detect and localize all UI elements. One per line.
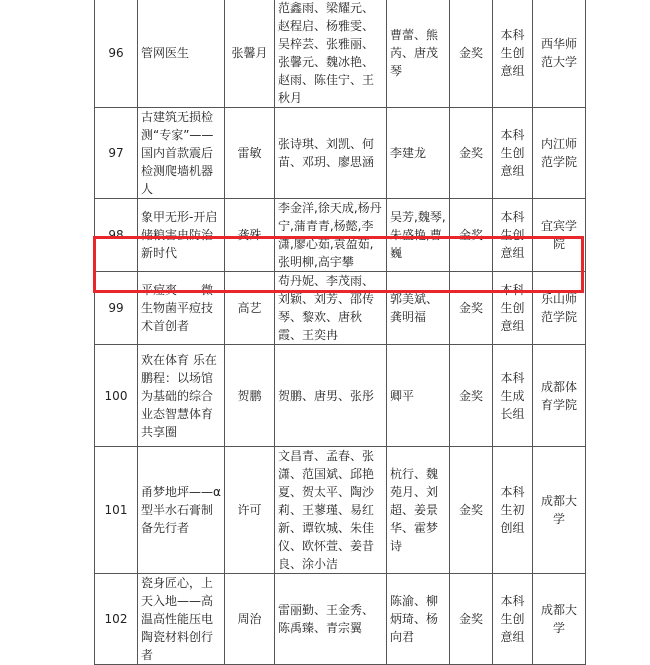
cell-members: 李金洋,徐天成,杨丹宁,蒲青青,杨懿,李潇,廖心茹,袁盈茹,张明柳,高宇攀 xyxy=(275,199,387,272)
cell-leader: 张馨月 xyxy=(225,0,275,108)
cell-no: 97 xyxy=(95,108,138,199)
cell-award: 金奖 xyxy=(450,108,493,199)
cell-advisor: 吴芳,魏琴,朱盛艳,曹巍 xyxy=(387,199,450,272)
cell-members: 贺鹏、唐男、张彤 xyxy=(275,345,387,447)
cell-school: 内江师范学院 xyxy=(533,108,586,199)
cell-school: 成都大学 xyxy=(533,447,586,574)
cell-project: 瓷身匠心，上天入地——高温高性能压电陶瓷材料创行者 xyxy=(138,574,225,665)
cell-members: 雷丽勤、王金秀、陈禹臻、青宗翼 xyxy=(275,574,387,665)
cell-group: 本科生创意组 xyxy=(493,574,533,665)
cell-advisor: 郭美斌、龚明福 xyxy=(387,272,450,345)
cell-group: 本科生成长组 xyxy=(493,345,533,447)
cell-award: 金奖 xyxy=(450,574,493,665)
cell-no: 100 xyxy=(95,345,138,447)
cell-group: 本科生初创组 xyxy=(493,447,533,574)
cell-school: 成都大学 xyxy=(533,574,586,665)
cell-leader: 龚殊 xyxy=(225,199,275,272)
cell-project: 欢在体育 乐在鹏程：以场馆为基础的综合业态智慧体育共享圈 xyxy=(138,345,225,447)
cell-project: 古建筑无损检测“专家”——国内首款震后检测爬墙机器人 xyxy=(138,108,225,199)
cell-school: 西华师范大学 xyxy=(533,0,586,108)
cell-no: 98 xyxy=(95,199,138,272)
cell-members: 范鑫雨、梁耀元、赵程启、杨雅雯、吴梓芸、张雅丽、张馨元、魏冰艳、赵雨、陈佳宁、王秋月 xyxy=(275,0,387,108)
cell-school: 宜宾学院 xyxy=(533,199,586,272)
cell-no: 96 xyxy=(95,0,138,108)
cell-project: 甬梦地坪——α型半水石膏制备先行者 xyxy=(138,447,225,574)
cell-school: 乐山师范学院 xyxy=(533,272,586,345)
table-row xyxy=(95,199,586,272)
cell-award: 金奖 xyxy=(450,0,493,108)
cell-project: 象甲无形-开启储粮害虫防治新时代 xyxy=(138,199,225,272)
cell-award: 金奖 xyxy=(450,447,493,574)
cell-advisor: 陈渝、柳炳琦、杨向君 xyxy=(387,574,450,665)
cell-leader: 高艺 xyxy=(225,272,275,345)
cell-members: 文昌青、孟春、张潇、范国斌、邱艳夏、贺太平、陶沙莉、王蓼瑾、易红新、谭钦城、朱佳仪、欧怀萱、姜昔良、涂小洁 xyxy=(275,447,387,574)
table-row xyxy=(95,108,586,199)
cell-advisor: 卿平 xyxy=(387,345,450,447)
cell-award: 金奖 xyxy=(450,272,493,345)
cell-group: 本科生创意组 xyxy=(493,199,533,272)
cell-group: 本科生创意组 xyxy=(493,272,533,345)
cell-no: 99 xyxy=(95,272,138,345)
cell-no: 102 xyxy=(95,574,138,665)
cell-award: 金奖 xyxy=(450,345,493,447)
cell-members: 苟丹妮、李茂雨、刘颖、刘芳、邵传琴、黎欢、唐秋霞、王奕冉 xyxy=(275,272,387,345)
cell-leader: 许可 xyxy=(225,447,275,574)
table-row xyxy=(95,447,586,574)
awards-table xyxy=(94,0,586,665)
cell-school: 成都体育学院 xyxy=(533,345,586,447)
table-row xyxy=(95,272,586,345)
cell-leader: 雷敏 xyxy=(225,108,275,199)
table-row xyxy=(95,0,586,108)
cell-project: 平痘爽——微生物菌平痘技术首创者 xyxy=(138,272,225,345)
cell-advisor: 杭行、魏苑月、刘超、姜景华、霍梦诗 xyxy=(387,447,450,574)
cell-leader: 贺鹏 xyxy=(225,345,275,447)
table-row xyxy=(95,574,586,665)
cell-group: 本科生创意组 xyxy=(493,0,533,108)
cell-advisor: 曹蕾、熊芮、唐茂琴 xyxy=(387,0,450,108)
cell-award: 金奖 xyxy=(450,199,493,272)
cell-advisor: 李建龙 xyxy=(387,108,450,199)
cell-no: 101 xyxy=(95,447,138,574)
cell-project: 管网医生 xyxy=(138,0,225,108)
table-row xyxy=(95,345,586,447)
cell-leader: 周治 xyxy=(225,574,275,665)
cell-members: 张诗琪、刘凯、何苗、邓玥、廖思涵 xyxy=(275,108,387,199)
cell-group: 本科生创意组 xyxy=(493,108,533,199)
